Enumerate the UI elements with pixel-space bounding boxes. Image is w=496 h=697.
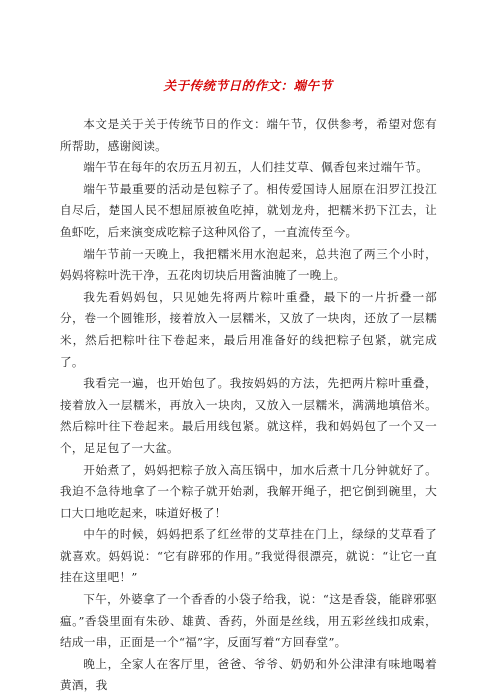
document-body bbox=[60, 114, 437, 697]
paragraph: 我先看妈妈包，只见她先将两片粽叶重叠，最下的一片折叠一部分，卷一个圆锥形，接着放入一层糯米，又放了一块肉，还放了一层糯米，然后把粽叶往下卷起来，最后用准备好的线把粽子包紧，就完成了。 bbox=[60, 289, 437, 369]
paragraph: 端午节前一天晚上，我把糯米用水泡起来，总共泡了两三个小时，妈妈将粽叶洗干净，五花肉切块后用酱油腌了一晚上。 bbox=[60, 246, 437, 283]
paragraph: 本文是关于关于传统节日的作文：端午节，仅供参考，希望对您有所帮助，感谢阅读。 bbox=[60, 117, 437, 153]
paragraph: 中午的时候，妈妈把系了红丝带的艾草挂在门上，绿绿的艾草看了就喜欢。妈妈说：“它有辟邪的作用。”我觉得很漂亮，就说：“让它一直挂在这里吧！” bbox=[60, 527, 437, 585]
paragraph: 下午，外婆拿了一个香香的小袋子给我，说：“这是香袋，能辟邪驱瘟。”香袋里面有朱砂、雄黄、香药，外面是丝线，用五彩丝线扣成索，结成一串，正面是一个“福”字，反面写着“方回春堂”。 bbox=[60, 592, 437, 650]
paragraph: 开始煮了，妈妈把粽子放入高压锅中，加水后煮十几分钟就好了。我迫不急待地拿了一个粽子就开始剥，我解开绳子，把它倒到碗里，大口大口地吃起来，味道好极了！ bbox=[60, 462, 437, 520]
paragraph: 我看完一遍，也开始包了。我按妈妈的方法，先把两片粽叶重叠，接着放入一层糯米，再放入一块肉，又放入一层糯米，满满地填倍米。然后粽叶往下卷起来。最后用线包紧。就这样，我和妈妈包了一个又一个，足足包了一大盆。 bbox=[60, 376, 437, 455]
paragraph: 端午节最重要的活动是包粽子了。相传爱国诗人屈原在汨罗江投江自尽后，楚国人民不想屈原被鱼吃掉，就划龙舟，把糯米扔下江去，让鱼虾吃，后来演变成吃粽子这种风俗了，一直流传至今。 bbox=[60, 181, 437, 239]
paragraph: 端午节在每年的农历五月初五，人们挂艾草、佩香包来过端午节。 bbox=[83, 160, 429, 175]
document-title: 关于传统节日的作文：端午节 bbox=[163, 78, 333, 93]
paragraph: 晚上，全家人在客厅里，爸爸、爷爷、奶奶和外公津津有味地喝着黄酒，我 bbox=[60, 656, 437, 693]
